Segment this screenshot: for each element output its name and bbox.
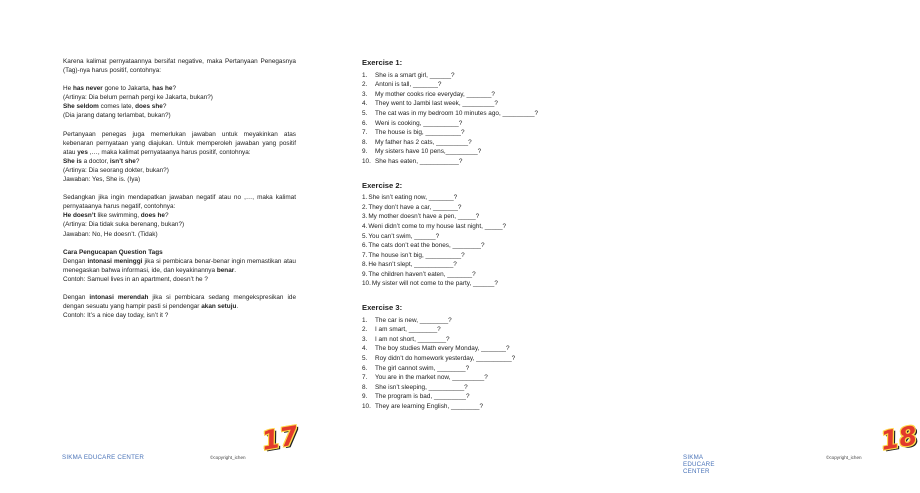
exercise-item — [362, 344, 602, 354]
exercise-item — [362, 364, 602, 374]
item-number: 7. — [362, 129, 368, 137]
text-line — [63, 84, 296, 93]
exercise-item — [362, 212, 602, 222]
bold-text: has never — [72, 85, 103, 93]
exercise-item — [362, 402, 602, 412]
page-number: 18 — [878, 421, 920, 457]
item-text: The program is bad, _________? — [375, 393, 470, 401]
bold-text: has he — [152, 85, 173, 93]
text-segment: ? — [162, 103, 167, 111]
item-text: Weni is cooking, __________? — [375, 119, 463, 127]
item-text: Roy didn’t do homework yesterday, __________? — [375, 355, 516, 363]
exercise-item — [362, 373, 602, 383]
item-text: Antoni is tall, _______? — [375, 81, 442, 89]
text-segment: (Artinya: Dia seorang dokter, bukan?) — [63, 166, 169, 174]
item-number: 8. — [362, 138, 368, 146]
item-number: 9. — [362, 148, 368, 156]
exercise-item — [362, 138, 602, 148]
item-number: 6. — [362, 364, 368, 372]
item-text: They don’t have a car, _______? — [368, 203, 462, 211]
item-text: My sister will not come to the party, ______? — [371, 280, 498, 288]
text-segment: . — [234, 266, 237, 274]
item-number: 3. — [362, 335, 368, 343]
item-number: 7. — [362, 374, 368, 382]
text-line — [63, 230, 296, 239]
exercise-item — [362, 157, 602, 167]
text-line — [63, 248, 296, 257]
text-segment: He — [63, 85, 73, 93]
text-segment: gone to Jakarta, — [102, 85, 153, 93]
exercise-item — [362, 335, 602, 345]
exercise-item — [362, 119, 602, 129]
exercise-item — [362, 354, 602, 364]
text-segment: (Artinya: Dia tidak suka berenang, bukan?) — [63, 221, 185, 229]
item-number: 8. — [362, 383, 368, 391]
exercise-item — [362, 316, 602, 326]
exercise-item — [362, 260, 602, 270]
bold-text: does she — [135, 103, 163, 111]
bold-text: benar — [216, 266, 235, 274]
item-number: 5. — [362, 232, 368, 240]
item-text: You are in the market now, _________? — [375, 374, 488, 382]
item-text: You can’t swim, ______? — [368, 232, 440, 240]
text-segment: (Artinya: Dia belum pernah pergi ke Jakarta, bukan?) — [63, 94, 213, 102]
bold-text: She is — [63, 157, 82, 165]
text-line — [63, 130, 296, 157]
exercise-item — [362, 279, 602, 289]
exercise-list — [362, 71, 602, 167]
paragraph-block — [63, 84, 296, 120]
text-segment: Pertanyaan penegas juga memerlukan jawaban untuk meyakinkan atas kebenaran pernyataan yang diajukan. Untuk memperoleh jawaban yang positif atau — [63, 130, 296, 156]
exercise-column — [362, 58, 602, 426]
text-line — [63, 57, 296, 75]
exercise-block — [362, 58, 602, 167]
item-text: My father has 2 cats, _________? — [375, 138, 472, 146]
item-text: The house is big, __________? — [375, 129, 465, 137]
bold-text: yes — [77, 148, 88, 156]
item-number: 6. — [362, 242, 368, 250]
item-number: 3. — [362, 213, 368, 221]
item-number: 3. — [362, 90, 368, 98]
exercise-item — [362, 392, 602, 402]
item-number: 10. — [362, 403, 371, 410]
exercise-item — [362, 270, 602, 280]
exercise-block — [362, 181, 602, 290]
footer-publisher: SIKMA EDUCARE CENTER — [62, 454, 145, 461]
text-segment: (Dia jarang datang terlambat, bukan?) — [63, 112, 171, 120]
item-text: The girl cannot swim, ________? — [375, 364, 470, 372]
bold-text: does he — [140, 212, 165, 220]
text-segment: Jawaban: Yes, She is. (Iya) — [63, 176, 141, 184]
bold-text: Cara Pengucapan Question Tags — [63, 248, 163, 256]
exercise-title: Exercise 1: — [362, 58, 403, 67]
text-segment: jika si pembicara sedang mengekspresikan ide dengan sesuatu yang hampir pasti si pendengar — [63, 293, 297, 311]
exercise-item — [362, 109, 602, 119]
text-segment: a doctor, — [81, 157, 110, 165]
text-segment: Contoh: It’s a nice day today, isn’t it ? — [63, 312, 169, 320]
item-number: 1. — [362, 316, 368, 324]
item-text: He hasn’t slept, ___________? — [368, 261, 457, 269]
item-number: 4. — [362, 222, 368, 230]
item-text: I am not short, ________? — [375, 335, 450, 343]
item-text: The boy studies Math every Monday, _______? — [375, 345, 510, 353]
text-line — [63, 93, 296, 102]
paragraph-block — [63, 130, 296, 185]
item-number: 10. — [362, 280, 371, 288]
text-segment: Contoh: Samuel lives in an apartment, doesn’t he ? — [63, 275, 208, 283]
item-text: They went to Jambi last week, _________? — [375, 100, 498, 108]
item-text: My mother cooks rice everyday, _______? — [375, 90, 495, 98]
exercise-item — [362, 232, 602, 242]
exercise-list — [362, 193, 602, 289]
item-number: 9. — [362, 270, 368, 278]
text-line — [63, 211, 296, 220]
exercise-item — [362, 251, 602, 261]
item-number: 2. — [362, 81, 368, 89]
bold-text: intonasi meninggi — [87, 257, 143, 265]
footer-copyright: ©copyright_ichen — [826, 455, 862, 460]
item-text: My sisters have 10 pens,_________? — [375, 148, 482, 156]
right-page — [319, 0, 920, 493]
item-number: 9. — [362, 393, 368, 401]
item-text: She is a smart girl, ______? — [375, 71, 455, 79]
text-segment: comes late, — [98, 103, 136, 111]
text-line — [63, 175, 296, 184]
item-number: 2. — [362, 203, 368, 211]
text-line — [63, 111, 296, 120]
text-line — [63, 193, 296, 211]
text-line — [63, 157, 296, 166]
exercise-item — [362, 99, 602, 109]
item-number: 5. — [362, 109, 368, 117]
page-number: 17 — [259, 421, 301, 457]
item-number: 4. — [362, 345, 368, 353]
item-text: The cats don’t eat the bones, ________? — [368, 242, 485, 250]
footer-copyright: ©copyright_ichen — [210, 455, 246, 460]
item-text: The children haven’t eaten, _______? — [368, 270, 476, 278]
exercise-item — [362, 147, 602, 157]
left-text-column — [63, 57, 296, 320]
exercise-item — [362, 80, 602, 90]
item-text: My mother doesn’t have a pen, _____? — [368, 213, 480, 221]
text-line — [63, 220, 296, 229]
item-text: She has eaten, ___________? — [375, 157, 463, 165]
item-number: 4. — [362, 100, 368, 108]
text-line — [63, 102, 296, 111]
item-text: The house isn’t big, __________? — [368, 251, 465, 259]
text-segment: . — [236, 303, 239, 311]
exercise-item — [362, 71, 602, 81]
text-segment: Dengan — [63, 257, 88, 265]
paragraph-block — [63, 193, 296, 238]
footer-publisher: SIKMA EDUCARE CENTER — [683, 454, 715, 475]
exercise-title: Exercise 3: — [362, 303, 403, 313]
text-segment: ? — [164, 212, 169, 220]
paragraph-block — [63, 248, 296, 284]
item-number: 1. — [362, 71, 368, 79]
bold-text: isn’t she — [109, 157, 136, 165]
item-text: She isn’t eating now, _______? — [368, 194, 458, 202]
exercise-item — [362, 222, 602, 232]
exercise-item — [362, 90, 602, 100]
exercise-title: Exercise 2: — [362, 180, 403, 190]
bold-text: akan setuju — [201, 303, 237, 311]
item-number: 7. — [362, 251, 368, 259]
left-page — [0, 0, 319, 493]
item-text: She isn’t sleeping, __________? — [375, 383, 468, 391]
text-line — [63, 293, 296, 311]
text-segment: like swimming, — [95, 212, 141, 220]
text-segment: ? — [172, 85, 176, 93]
item-number: 2. — [362, 326, 368, 334]
item-text: The car is new, ________? — [375, 316, 452, 324]
item-text: I am smart, ________? — [375, 326, 441, 334]
item-text: Weni didn’t come to my house last night, _____? — [368, 222, 507, 230]
text-segment: Jawaban: No, He doesn’t. (Tidak) — [63, 230, 158, 238]
item-number: 6. — [362, 119, 368, 127]
exercise-item — [362, 128, 602, 138]
exercise-list — [362, 316, 602, 412]
exercise-block — [362, 303, 602, 412]
text-line — [63, 275, 296, 284]
bold-text: She seldom — [63, 103, 99, 111]
item-number: 1. — [362, 194, 368, 202]
text-segment: Sedangkan jika ingin mendapatkan jawaban negatif atau no ,…, maka kalimat pernyataanya harus negatif, contohnya: — [63, 194, 296, 211]
item-number: 10. — [362, 157, 371, 165]
text-segment: Karena kalimat pernyataannya bersifat negative, maka Pertanyaan Penegasnya (Tag)-nya harus positif, contohnya: — [63, 58, 296, 75]
paragraph-block — [63, 57, 296, 75]
item-number: 5. — [362, 355, 368, 363]
text-segment: Dengan — [63, 293, 90, 301]
text-segment: ,…, maka kalimat pernyataanya harus positif, contohnya: — [87, 148, 251, 156]
exercise-item — [362, 203, 602, 213]
paragraph-block — [63, 293, 296, 320]
text-segment: jika si pembicara benar-benar ingin memastikan atau menegaskan bahwa informasi, ide, dan keyakinannya — [63, 257, 296, 274]
item-text: The cat was in my bedroom 10 minutes ago, _________? — [375, 109, 539, 117]
text-line — [63, 166, 296, 175]
exercise-item — [362, 241, 602, 251]
text-segment: ? — [135, 157, 140, 165]
exercise-item — [362, 383, 602, 393]
exercise-item — [362, 193, 602, 203]
text-line — [63, 257, 296, 275]
item-text: They are learning English, ________? — [375, 403, 484, 410]
bold-text: intonasi merendah — [89, 293, 149, 301]
item-number: 8. — [362, 261, 368, 269]
exercise-item — [362, 325, 602, 335]
bold-text: He doesn’t — [63, 212, 96, 220]
text-line — [63, 311, 296, 320]
